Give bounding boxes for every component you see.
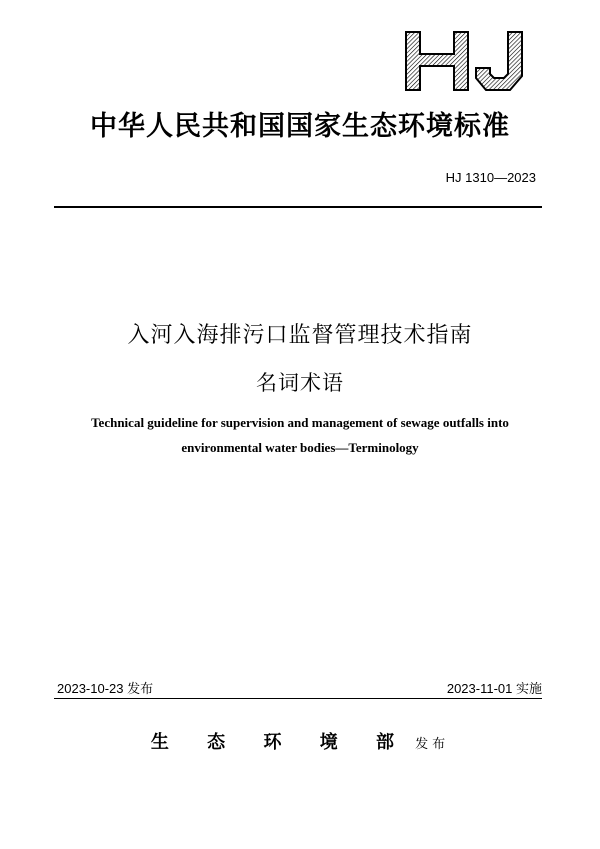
top-divider (54, 206, 542, 208)
title-english-line2: environmental water bodies—Terminology (181, 440, 419, 455)
standard-category-title: 中华人民共和国国家生态环境标准 (90, 111, 510, 142)
issue-date: 2023-10-23 发布 (57, 681, 154, 696)
implementation-date: 2023-11-01 实施 (446, 681, 542, 696)
hj-logo (404, 30, 526, 92)
title-chinese-line1: 入河入海排污口监督管理技术指南 (127, 323, 473, 348)
bottom-divider (54, 698, 542, 699)
issuing-authority: 生 态 环 境 部 (150, 732, 410, 753)
standard-number: HJ 1310—2023 (445, 170, 536, 185)
title-chinese-line2: 名词术语 (256, 371, 344, 395)
issuer-row (0, 728, 600, 754)
issue-label: 发布 (415, 737, 450, 752)
title-english-line1: Technical guideline for supervision and management of sewage outfalls into (91, 415, 509, 430)
